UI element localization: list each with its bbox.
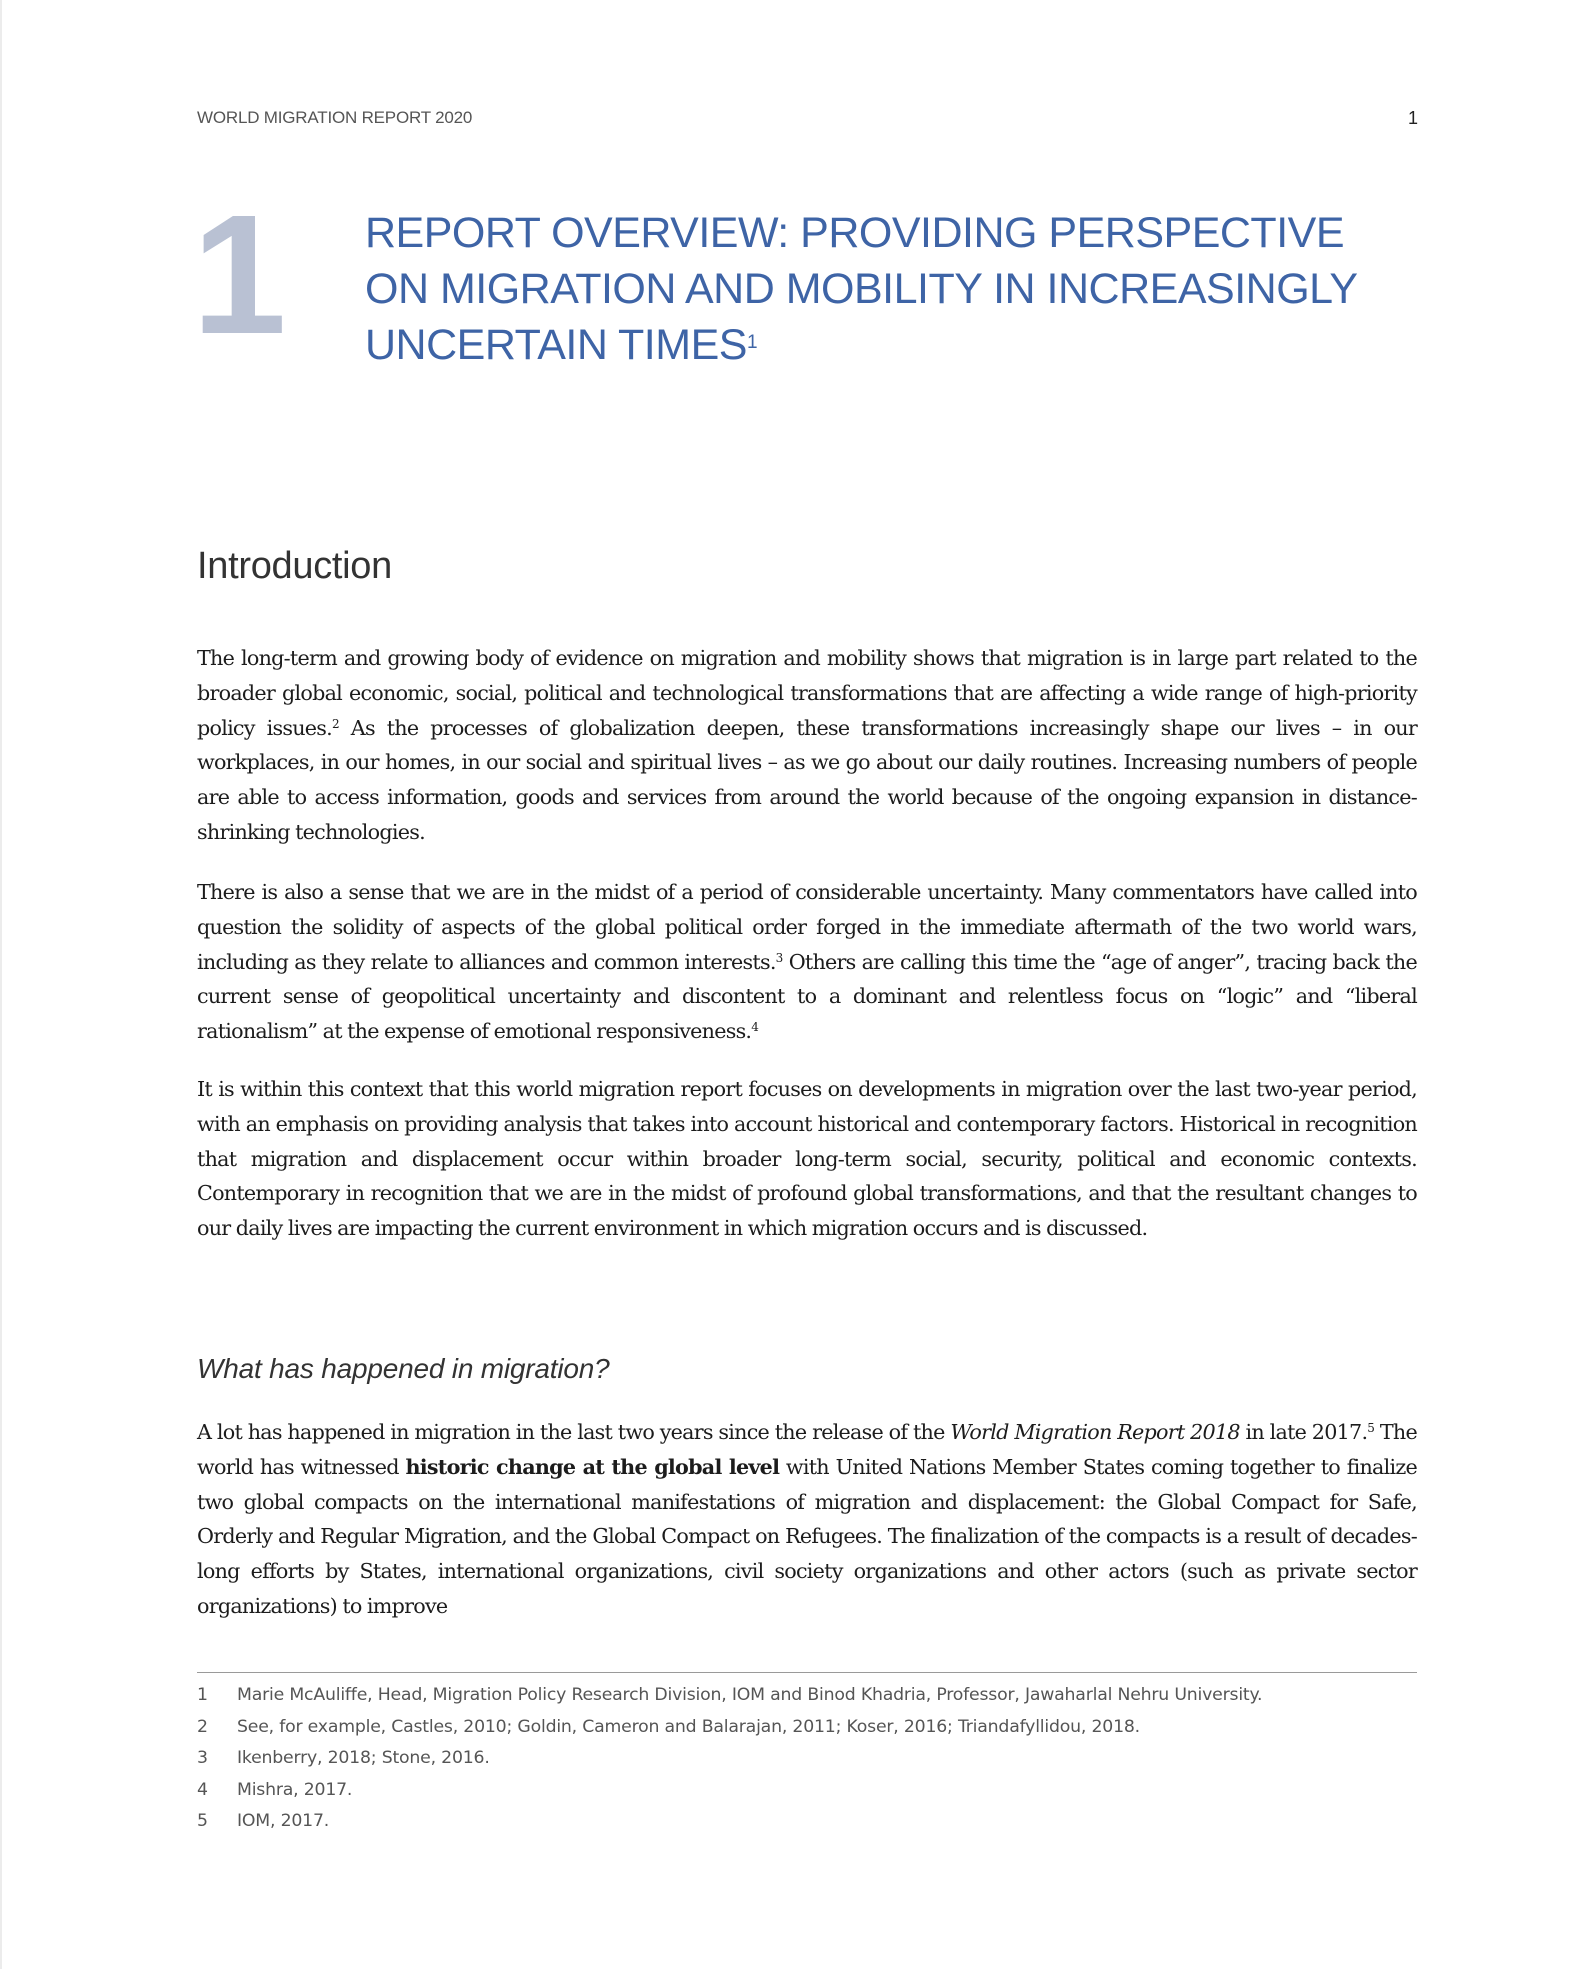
paragraph [197, 641, 1417, 850]
paragraph-text: The world has witnessed [197, 1420, 1417, 1479]
paragraph-text: Others are calling this time the “age of anger”, tracing back the current sense of geopolitical uncertainty and discontent to a dominant and relentless focus on “logic” and “liberal rationalism” at the expense of emotional responsiveness. [197, 949, 1417, 1044]
subsection-heading: What has happened in migration? [197, 1353, 610, 1384]
running-header: WORLD MIGRATION REPORT 2020 [197, 108, 473, 127]
paragraph: It is within this context that this world migration report focuses on developments in migration over the last two-year period, with an emphasis on providing analysis that takes into account historical and contemporary factors. Historical in recognition that migration and displacement occur within broader long-term social, security, political and economic contexts. Contemporary in recognition that we are in the midst of profound global transformations, and that the resultant changes to our daily lives are impacting the current environment in which migration occurs and is discussed. [197, 1077, 1417, 1241]
chapter-number: 1 [192, 180, 283, 370]
paragraph-text: in late 2017. [1239, 1420, 1368, 1444]
footnote-item [197, 1743, 1417, 1775]
section-heading-introduction: Introduction [197, 545, 392, 587]
chapter-title-line-3: UNCERTAIN TIMES [365, 321, 747, 369]
footnote-item [197, 1712, 1417, 1744]
paragraph-text: The long-term and growing body of evidence on migration and mobility shows that migration is in large part related to the broader global economic, social, political and technological transformations that are affecting a wide range of high-priority policy issues. [197, 646, 1417, 740]
footnote-ref[interactable]: 1 [746, 332, 758, 353]
chapter-title-line-1: REPORT OVERVIEW: PROVIDING PERSPECTIVE [365, 209, 1345, 257]
paragraph-text: There is also a sense that we are in the midst of a period of considerable uncertainty. Many commentators have called into question the solidity of aspects of the global political order forged in the immediate aftermath of the two world wars, including as they relate to alliances and common interests. [197, 880, 1417, 974]
bold-emphasis: historic change at the global level [405, 1454, 780, 1479]
footnote-ref[interactable]: 3 [775, 950, 783, 965]
footnote-list [197, 1680, 1417, 1838]
footnote-text: See, for example, Castles, 2010; Goldin, Cameron and Balarajan, 2011; Koser, 2016; Triandafyllidou, 2018. [237, 1716, 1140, 1737]
footnote-item [197, 1680, 1417, 1712]
footnote-number: 2 [197, 1716, 208, 1737]
footnote-text: Marie McAuliffe, Head, Migration Policy Research Division, IOM and Binod Khadria, Professor, Jawaharlal Nehru University. [237, 1685, 1263, 1705]
footnote-number: 3 [197, 1748, 208, 1768]
paragraph [197, 1415, 1417, 1624]
italic-report-title: World Migration Report 2018 [950, 1420, 1240, 1444]
paragraph-text: A lot has happened in migration in the last two years since the release of the [197, 1420, 951, 1444]
footnote-text: Ikenberry, 2018; Stone, 2016. [237, 1748, 490, 1768]
page-edge [0, 0, 2, 1969]
footnote-ref[interactable]: 5 [1367, 1421, 1375, 1435]
footnote-divider [197, 1672, 1417, 1673]
footnote-item [197, 1806, 1417, 1838]
footnote-text: IOM, 2017. [237, 1811, 330, 1831]
footnote-number: 4 [197, 1779, 208, 1800]
footnote-text: Mishra, 2017. [237, 1779, 353, 1800]
footnote-ref[interactable]: 2 [331, 716, 339, 731]
page-number: 1 [1407, 108, 1418, 128]
footnote-ref[interactable]: 4 [751, 1020, 759, 1035]
paragraph-text: As the processes of globalization deepen, these transformations increasingly shape our lives – in our workplaces, in our homes, in our social and spiritual lives – as we go about our daily routines. Increasing numbers of people are able to access information, goods and services from around the world because of the ongoing expansion in distance-shrinking technologies. [197, 715, 1418, 844]
footnote-item [197, 1775, 1417, 1807]
chapter-title-line-2: ON MIGRATION AND MOBILITY IN INCREASINGLY [365, 265, 1358, 313]
footnote-number: 1 [197, 1685, 208, 1705]
footnote-number: 5 [197, 1811, 208, 1831]
chapter-title [365, 205, 1415, 373]
paragraph [197, 875, 1417, 1049]
paragraph-text: with United Nations Member States coming together to finalize two global compacts on the international manifestations of migration and displacement: the Global Compact for Safe, Orderly and Regular Migration, and the Global Compact on Refugees. The finalization of the compacts is a result of decades-long efforts by States, international organizations, civil society organizations and other actors (such as private sector organizations) to improve [197, 1454, 1417, 1618]
